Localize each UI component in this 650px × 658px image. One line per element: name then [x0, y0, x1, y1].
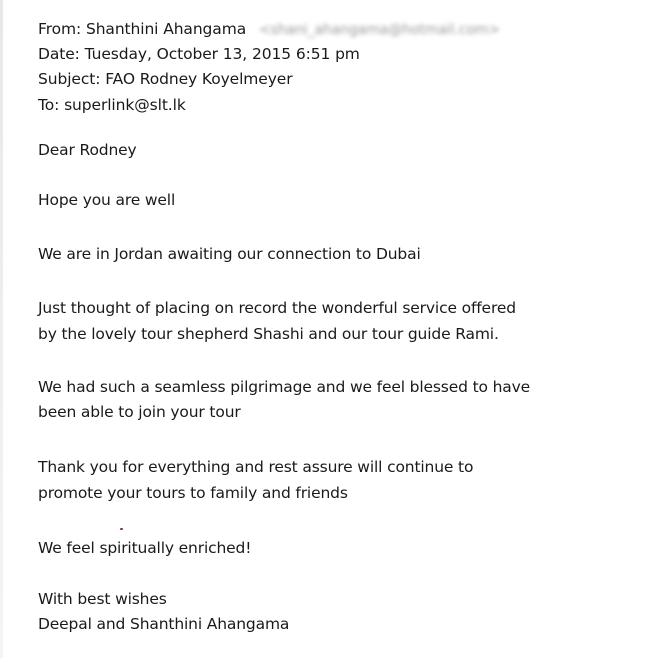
paragraph-5-line-1: Thank you for everything and rest assure will continue to: [38, 458, 474, 476]
closing-line: With best wishes: [38, 590, 167, 608]
redacted-email-address: <shani_ahangama@hotmail.com>: [258, 22, 500, 38]
paragraph-5-line-2: promote your tours to family and friends: [38, 484, 348, 502]
paragraph-3-line-1: Just thought of placing on record the wonderful service offered: [38, 299, 516, 317]
to-line: [38, 96, 186, 114]
paragraph-4-line-2: been able to join your tour: [38, 403, 241, 421]
subject-label: Subject:: [38, 70, 101, 88]
date-label: Date:: [38, 45, 80, 63]
from-line: [38, 20, 500, 38]
paragraph-1: Hope you are well: [38, 191, 176, 209]
date-value: Tuesday, October 13, 2015 6:51 pm: [84, 45, 360, 63]
paragraph-6: We feel spiritually enriched!: [38, 539, 252, 557]
greeting: Dear Rodney: [38, 141, 137, 159]
to-label: To:: [38, 96, 60, 114]
signature-line: Deepal and Shanthini Ahangama: [38, 615, 290, 633]
from-label: From:: [38, 20, 82, 38]
date-line: [38, 45, 360, 63]
subject-value: FAO Rodney Koyelmeyer: [105, 70, 293, 88]
subject-line: [38, 70, 293, 88]
to-value: superlink@slt.lk: [64, 96, 186, 114]
paragraph-2: We are in Jordan awaiting our connection to Dubai: [38, 245, 421, 263]
from-name: Shanthini Ahangama: [85, 20, 247, 38]
scan-speck: [120, 528, 123, 530]
paragraph-4-line-1: We had such a seamless pilgrimage and we feel blessed to have: [38, 378, 531, 396]
paragraph-3-line-2: by the lovely tour shepherd Shashi and our tour guide Rami.: [38, 325, 499, 343]
